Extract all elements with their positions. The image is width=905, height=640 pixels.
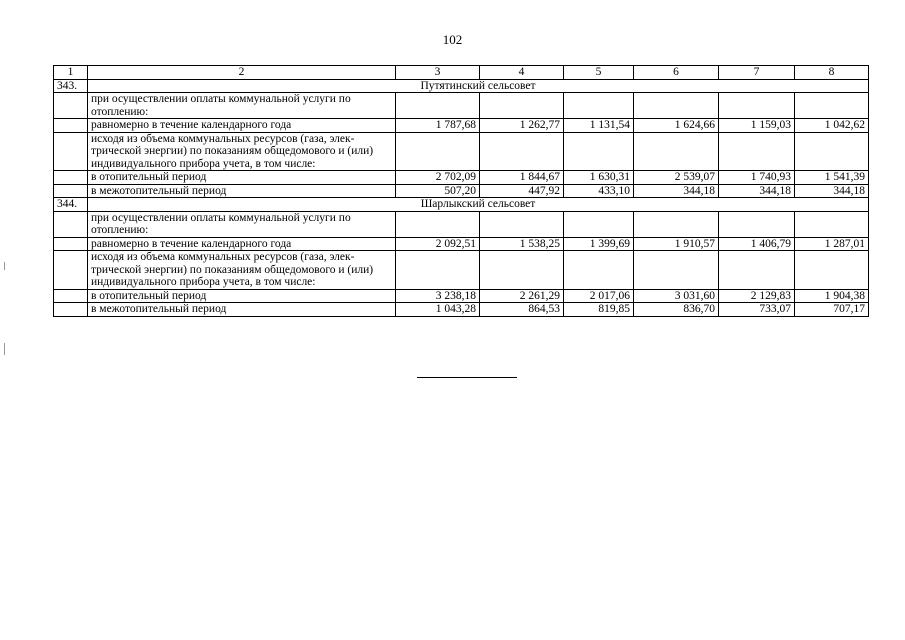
value-cell: 1 043,28 [396, 303, 480, 317]
value-cell [564, 93, 634, 119]
column-header: 2 [88, 66, 396, 80]
value-cell: 1 159,03 [719, 119, 795, 133]
table-row [54, 93, 869, 119]
table-row [54, 303, 869, 317]
value-cell [564, 211, 634, 237]
value-cell: 2 129,83 [719, 289, 795, 303]
value-cell: 707,17 [795, 303, 869, 317]
table-row [54, 237, 869, 251]
column-header: 5 [564, 66, 634, 80]
row-label: исходя из объема коммунальных ресурсов (газа, элек-трической энергии) по показаниям общедомового и (или) индивидуального прибора учета, в том числе: [88, 132, 396, 171]
value-cell [480, 132, 564, 171]
row-label: равномерно в течение календарного года [88, 237, 396, 251]
value-cell: 836,70 [634, 303, 719, 317]
index-cell [54, 289, 88, 303]
table-row [54, 211, 869, 237]
value-cell [719, 211, 795, 237]
index-cell [54, 303, 88, 317]
value-cell [634, 132, 719, 171]
value-cell: 507,20 [396, 184, 480, 198]
value-cell: 2 092,51 [396, 237, 480, 251]
table-row [54, 132, 869, 171]
value-cell: 1 042,62 [795, 119, 869, 133]
section-index: 343. [54, 79, 88, 93]
value-cell [480, 93, 564, 119]
table-body [54, 66, 869, 317]
value-cell [719, 251, 795, 290]
index-cell [54, 132, 88, 171]
value-cell: 1 541,39 [795, 171, 869, 185]
value-cell [719, 132, 795, 171]
value-cell [795, 251, 869, 290]
row-label: равномерно в течение календарного года [88, 119, 396, 133]
column-header: 6 [634, 66, 719, 80]
value-cell [634, 93, 719, 119]
value-cell: 733,07 [719, 303, 795, 317]
value-cell: 819,85 [564, 303, 634, 317]
value-cell: 2 702,09 [396, 171, 480, 185]
index-cell [54, 251, 88, 290]
value-cell: 1 262,77 [480, 119, 564, 133]
value-cell [564, 132, 634, 171]
row-label: в межотопительный период [88, 184, 396, 198]
value-cell: 1 399,69 [564, 237, 634, 251]
section-header-row [54, 198, 869, 212]
value-cell: 344,18 [634, 184, 719, 198]
value-cell: 2 261,29 [480, 289, 564, 303]
margin-mark [4, 262, 5, 270]
section-name: Путятинский сельсовет [88, 79, 869, 93]
header-row [54, 66, 869, 80]
section-header-row [54, 79, 869, 93]
margin-mark [4, 343, 5, 355]
value-cell: 1 624,66 [634, 119, 719, 133]
value-cell [396, 132, 480, 171]
table-row [54, 171, 869, 185]
value-cell [719, 93, 795, 119]
value-cell: 1 787,68 [396, 119, 480, 133]
value-cell [480, 251, 564, 290]
value-cell: 1 630,31 [564, 171, 634, 185]
section-index: 344. [54, 198, 88, 212]
table-row [54, 119, 869, 133]
index-cell [54, 184, 88, 198]
value-cell: 1 904,38 [795, 289, 869, 303]
value-cell: 864,53 [480, 303, 564, 317]
value-cell [634, 211, 719, 237]
row-label: в межотопительный период [88, 303, 396, 317]
value-cell [795, 93, 869, 119]
value-cell: 1 287,01 [795, 237, 869, 251]
column-header: 8 [795, 66, 869, 80]
table-row [54, 184, 869, 198]
table-row [54, 289, 869, 303]
column-header: 4 [480, 66, 564, 80]
value-cell [480, 211, 564, 237]
value-cell [634, 251, 719, 290]
value-cell [396, 251, 480, 290]
column-header: 3 [396, 66, 480, 80]
value-cell: 1 910,57 [634, 237, 719, 251]
value-cell: 1 538,25 [480, 237, 564, 251]
value-cell: 447,92 [480, 184, 564, 198]
value-cell: 3 238,18 [396, 289, 480, 303]
value-cell [564, 251, 634, 290]
separator-line [417, 377, 517, 378]
row-label: в отопительный период [88, 171, 396, 185]
row-label: исходя из объема коммунальных ресурсов (газа, элек-трической энергии) по показаниям общедомового и (или) индивидуального прибора учета, в том числе: [88, 251, 396, 290]
value-cell: 1 844,67 [480, 171, 564, 185]
value-cell: 2 539,07 [634, 171, 719, 185]
index-cell [54, 171, 88, 185]
value-cell: 1 131,54 [564, 119, 634, 133]
value-cell [795, 132, 869, 171]
value-cell: 3 031,60 [634, 289, 719, 303]
value-cell: 1 406,79 [719, 237, 795, 251]
index-cell [54, 93, 88, 119]
column-header: 7 [719, 66, 795, 80]
index-cell [54, 237, 88, 251]
value-cell: 433,10 [564, 184, 634, 198]
value-cell: 344,18 [719, 184, 795, 198]
row-label: при осуществлении оплаты коммунальной услуги по отоплению: [88, 211, 396, 237]
tariff-table [53, 65, 869, 317]
section-name: Шарлыкский сельсовет [88, 198, 869, 212]
value-cell [795, 211, 869, 237]
value-cell: 1 740,93 [719, 171, 795, 185]
value-cell [396, 211, 480, 237]
value-cell: 2 017,06 [564, 289, 634, 303]
value-cell [396, 93, 480, 119]
index-cell [54, 211, 88, 237]
value-cell: 344,18 [795, 184, 869, 198]
index-cell [54, 119, 88, 133]
table-row [54, 251, 869, 290]
row-label: при осуществлении оплаты коммунальной услуги по отоплению: [88, 93, 396, 119]
row-label: в отопительный период [88, 289, 396, 303]
page-number: 102 [442, 32, 463, 47]
column-header: 1 [54, 66, 88, 80]
